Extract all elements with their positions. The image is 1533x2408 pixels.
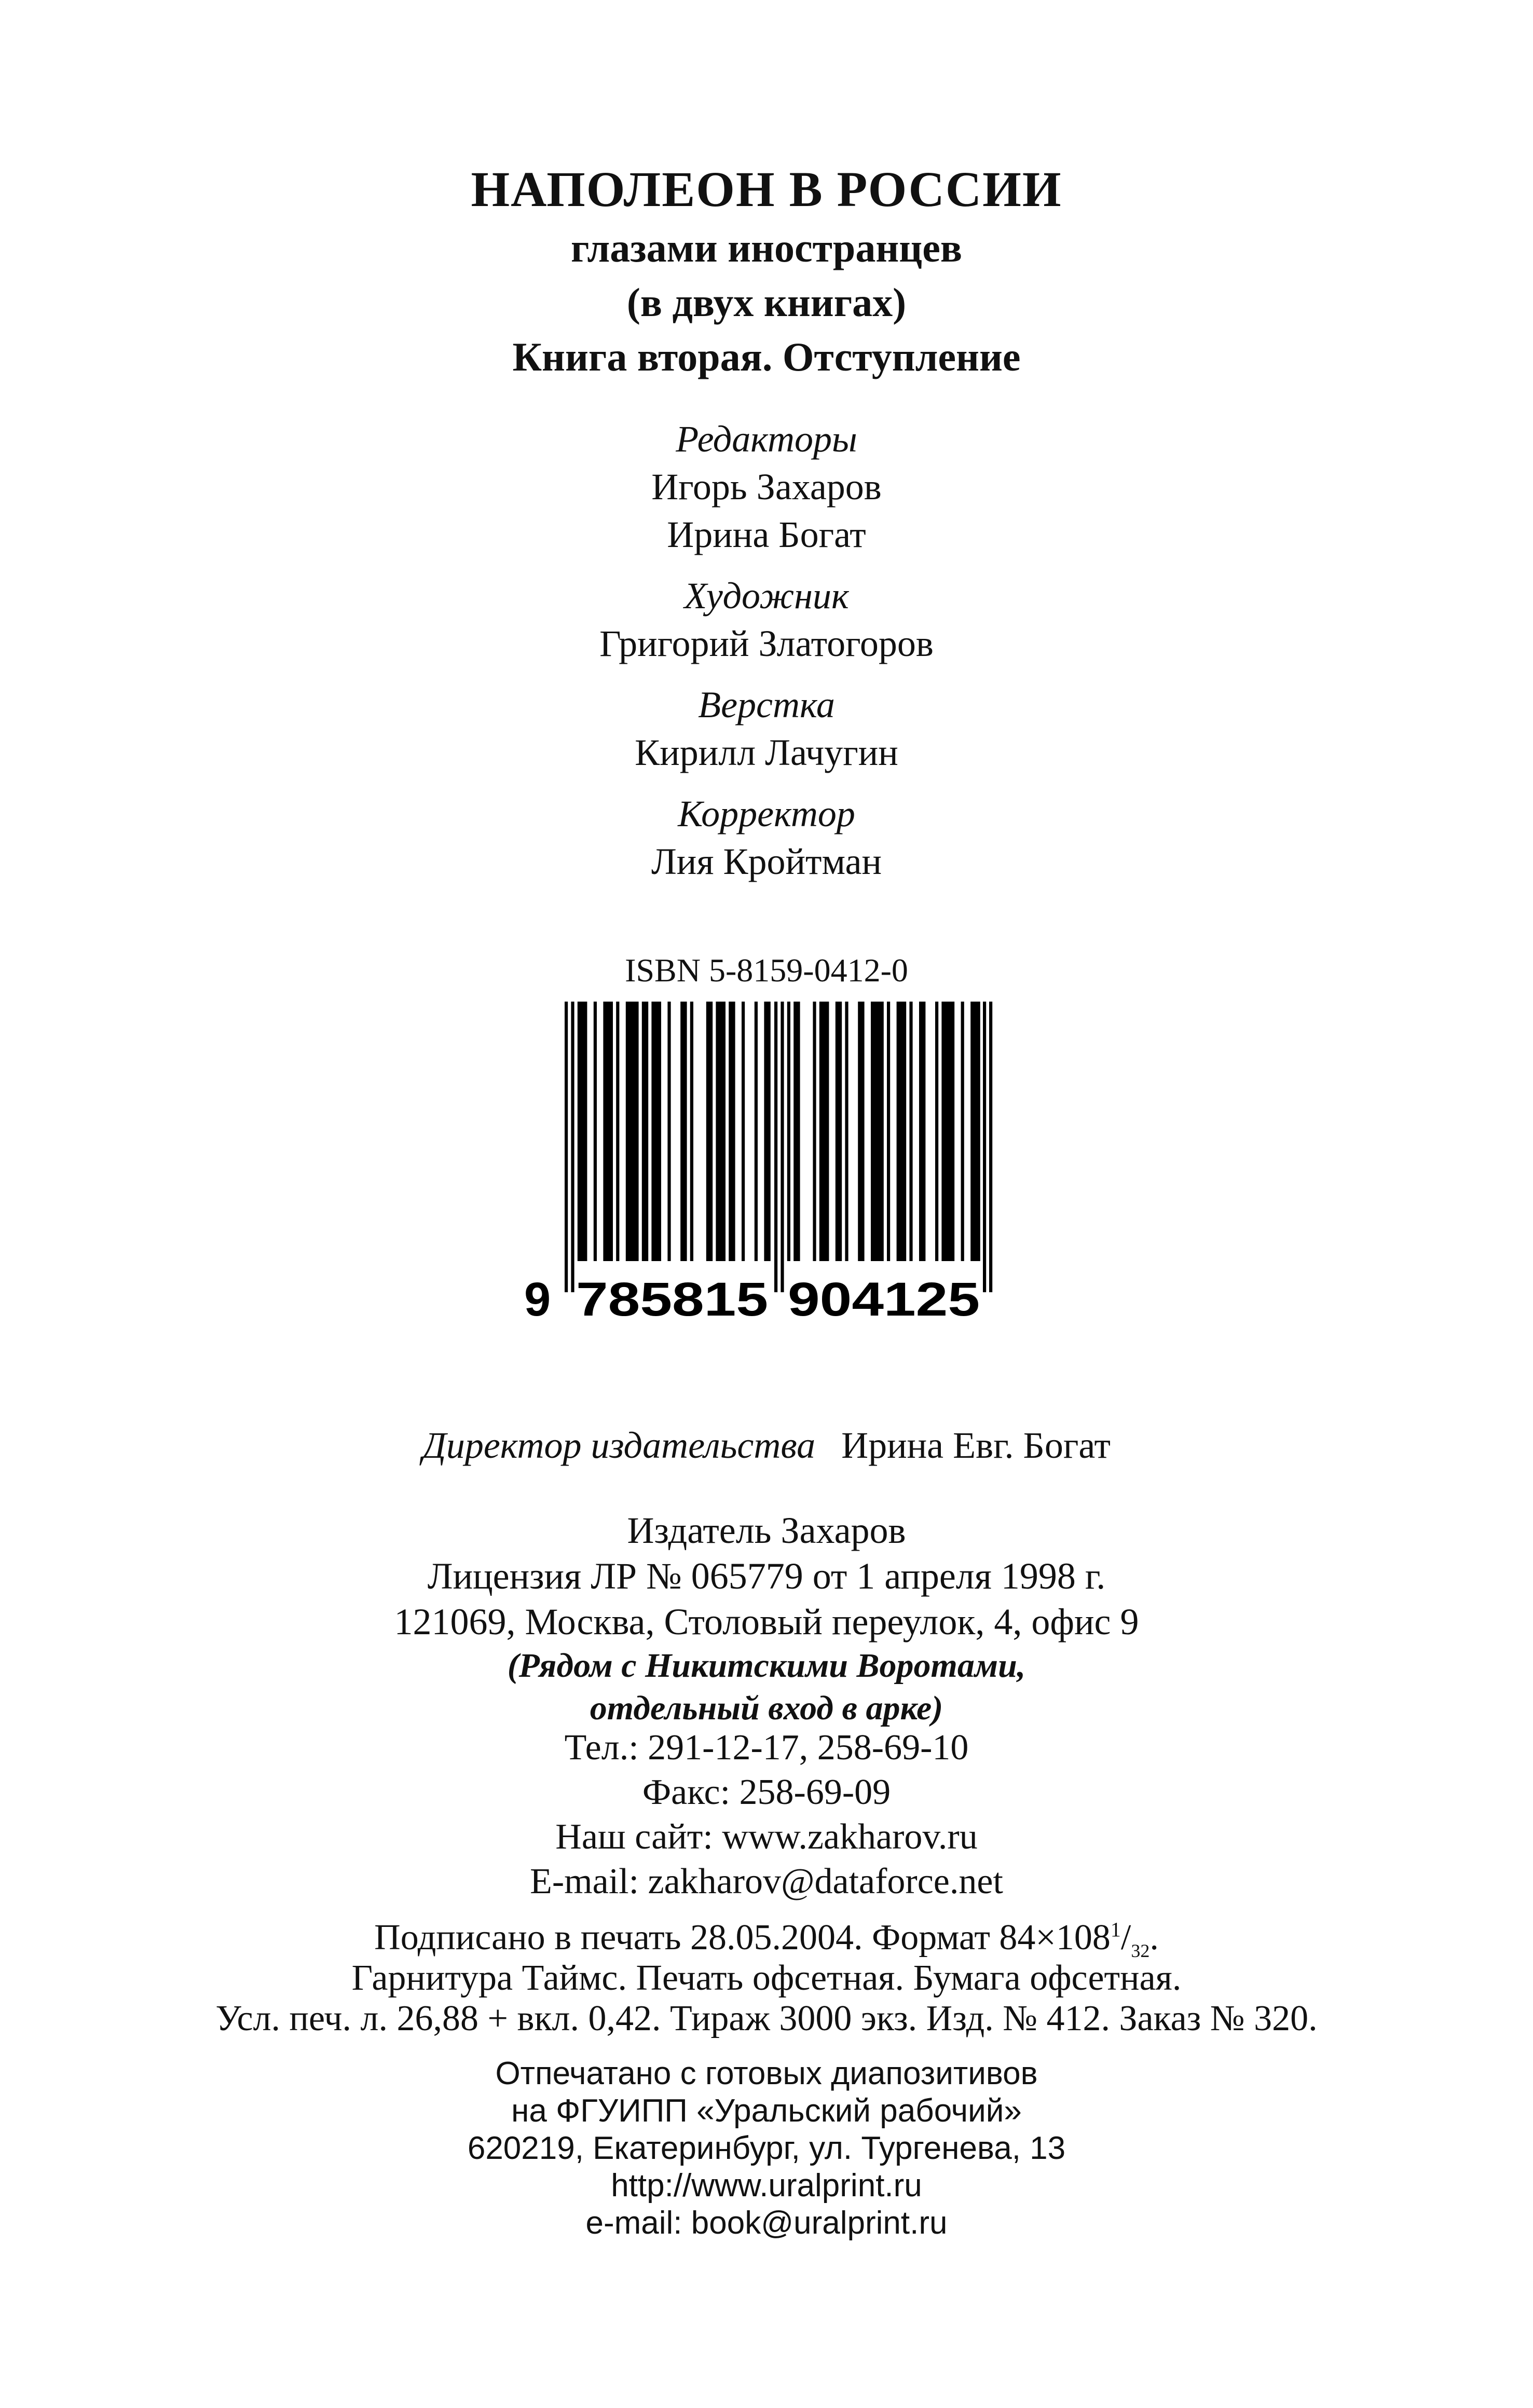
isbn-barcode: [519, 1002, 1002, 1323]
fax-line: Факс: 258-69-09: [642, 1772, 891, 1812]
print-signed-text: Подписано в печать 28.05.2004. Формат 84×108: [374, 1918, 1111, 1958]
barcode-bar: [642, 1002, 648, 1261]
barcode-bar: [989, 1002, 992, 1292]
barcode-digits-right: 904125: [788, 1273, 980, 1323]
title-block: [0, 158, 1533, 384]
barcode-bar: [787, 1002, 790, 1261]
barcode-digits-left: 785815: [576, 1273, 768, 1323]
barcode-bar: [897, 1002, 907, 1261]
layout-label: Верстка: [698, 684, 835, 726]
barcode-bar: [571, 1002, 574, 1292]
print-run-line: Усл. печ. л. 26,88 + вкл. 0,42. Тираж 3000 экз. Изд. № 412. Заказ № 320.: [215, 1999, 1318, 2038]
email-line: E-mail: zakharov@dataforce.net: [530, 1862, 1003, 1901]
printer-line-4: http://www.uralprint.ru: [611, 2168, 922, 2204]
publisher-block: [0, 1508, 1533, 1730]
barcode-bar: [935, 1002, 938, 1261]
publisher-license: Лицензия ЛР № 065779 от 1 апреля 1998 г.: [427, 1555, 1106, 1597]
phone-line: Тел.: 291-12-17, 258-69-10: [564, 1728, 969, 1768]
credits-block: [0, 415, 1533, 885]
barcode-bar: [680, 1002, 687, 1261]
barcode-bar: [667, 1002, 670, 1261]
editors-label: Редакторы: [676, 418, 857, 460]
director-line: [0, 1422, 1533, 1469]
format-end: .: [1149, 1918, 1159, 1958]
barcode-bar: [919, 1002, 925, 1261]
barcode-bar: [716, 1002, 726, 1261]
print-info-block: [0, 1918, 1533, 2039]
barcode-bar: [742, 1002, 745, 1261]
book-title: НАПОЛЕОН В РОССИИ: [471, 161, 1062, 217]
book-volumes: (в двух книгах): [626, 280, 907, 325]
barcode-bar: [836, 1002, 842, 1261]
printer-line-3: 620219, Екатеринбург, ул. Тургенева, 13: [467, 2130, 1066, 2166]
print-signed-line: [0, 1918, 1533, 1961]
barcode-digit-first: 9: [524, 1273, 551, 1323]
printer-line-1: Отпечатано с готовых диапозитивов: [495, 2056, 1038, 2091]
barcode-bar: [651, 1002, 661, 1261]
barcode-bar: [781, 1002, 784, 1292]
barcode-bar: [603, 1002, 613, 1261]
format-sub: 32: [1131, 1940, 1150, 1961]
printer-block: [0, 2055, 1533, 2242]
proofreader-label: Корректор: [678, 793, 855, 834]
publisher-note-1: (Рядом с Никитскими Воротами,: [507, 1647, 1026, 1685]
printer-line-5: e-mail: book@uralprint.ru: [585, 2205, 948, 2241]
barcode-bar: [690, 1002, 693, 1261]
layout-name: Кирилл Лачугин: [635, 732, 898, 773]
site-line: Наш сайт: www.zakharov.ru: [555, 1817, 978, 1857]
artist-label: Художник: [684, 575, 849, 617]
barcode-bar: [755, 1002, 758, 1261]
barcode-bar: [845, 1002, 848, 1261]
barcode-bar: [983, 1002, 986, 1292]
book-part: Книга вторая. Отступление: [512, 334, 1021, 379]
printer-line-2: на ФГУИПП «Уральский рабочий»: [511, 2093, 1022, 2129]
publisher-note-2: отдельный вход в арке): [590, 1689, 943, 1727]
director-name: Ирина Евг. Богат: [841, 1425, 1111, 1466]
barcode-bar: [594, 1002, 597, 1261]
barcode-bar: [813, 1002, 816, 1261]
contacts-block: [0, 1726, 1533, 1904]
director-label: Директор издательства: [422, 1425, 816, 1466]
editor-name-1: Игорь Захаров: [651, 466, 882, 508]
barcode-bar: [626, 1002, 639, 1261]
barcode-bar: [616, 1002, 619, 1261]
barcode-bar: [858, 1002, 864, 1261]
publisher-address: 121069, Москва, Столовый переулок, 4, офис 9: [394, 1601, 1139, 1643]
barcode-bar: [578, 1002, 587, 1261]
barcode-bar: [706, 1002, 713, 1261]
barcode-bar: [970, 1002, 980, 1261]
isbn-number: ISBN 5-8159-0412-0: [625, 952, 908, 989]
barcode-bar: [774, 1002, 777, 1292]
barcode-bar: [819, 1002, 829, 1261]
barcode-bar: [961, 1002, 964, 1261]
barcode-bar: [887, 1002, 890, 1261]
format-slash: /: [1120, 1918, 1131, 1958]
barcode-bar: [729, 1002, 735, 1261]
artist-name: Григорий Златогоров: [599, 623, 934, 664]
barcode-bar: [793, 1002, 800, 1261]
barcode-bar: [909, 1002, 912, 1261]
barcode-graphic: [519, 1002, 1002, 1323]
barcode-bar: [565, 1002, 568, 1292]
typeface-line: Гарнитура Таймс. Печать офсетная. Бумага офсетная.: [351, 1958, 1182, 1998]
barcode-bar: [871, 1002, 884, 1261]
barcode-bar: [941, 1002, 954, 1261]
editor-name-2: Ирина Богат: [667, 514, 866, 555]
barcode-bar: [764, 1002, 770, 1261]
format-sup: 1: [1110, 1918, 1121, 1941]
book-subtitle: глазами иностранцев: [571, 225, 962, 270]
proofreader-name: Лия Кройтман: [651, 841, 882, 882]
publisher-name: Издатель Захаров: [627, 1510, 906, 1551]
